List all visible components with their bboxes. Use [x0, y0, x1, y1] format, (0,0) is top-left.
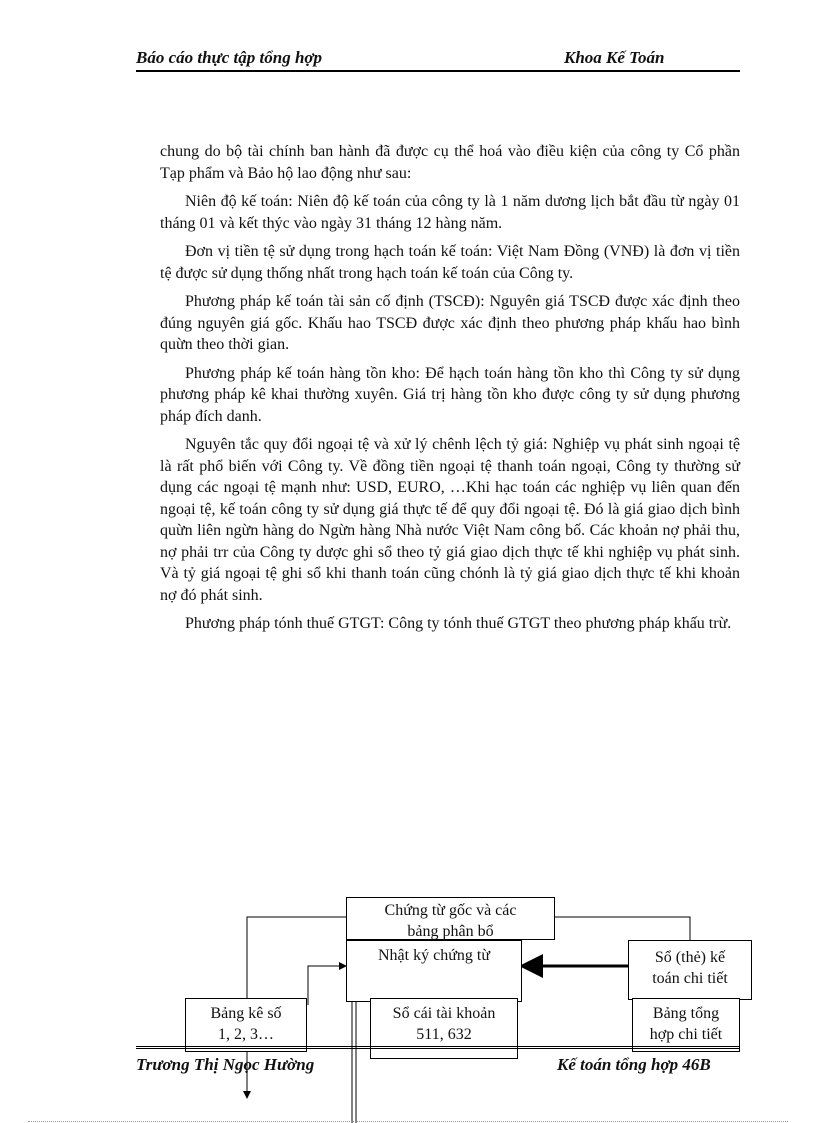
page-edge-divider	[28, 1121, 788, 1122]
paragraph: Phương pháp tónh thuế GTGT: Công ty tónh thuế GTGT theo phương pháp khấu trừ.	[185, 615, 732, 632]
footer-author: Trương Thị Ngọc Hường	[136, 1055, 315, 1074]
page-header	[136, 48, 740, 72]
accounting-flow-diagram	[0, 880, 816, 1123]
paragraph: chung do bộ tài chính ban hành đã được cụ thể hoá vào điều kiện của công ty Cổ phần Tạp phẩm và Bảo hộ lao động như sau:	[160, 143, 740, 182]
header-report-title: Báo cáo thực tập tổng hợp	[136, 48, 323, 67]
box-ledger: Sổ cái tài khoản 511, 632	[370, 998, 518, 1059]
box-source-documents: Chứng từ gốc và các bảng phân bổ	[346, 897, 555, 940]
header-faculty: Khoa Kế Toán	[564, 48, 665, 67]
box-listing: Bảng kê số 1, 2, 3…	[185, 998, 307, 1052]
paragraph: Nguyên tắc quy đổi ngoại tệ và xử lý chênh lệch tỷ giá: Nghiệp vụ phát sinh ngoại tệ là rất phổ biến với Công ty. Về đồng tiền ngoại tệ thanh toán ngoại, Công ty thường sử dụng các ngoại tệ mạnh như: USD, EURO, …Khi hạc toán các nghiệp vụ liên quan đến ngoại tệ, kế toán công ty sử dụng giá thực tế để quy đổi ngoại tệ. Đó là giá giao dịch bình quừn liên ngừn hàng do Ngừn hàng Nhà nước Việt Nam công bố. Các khoản nợ phải thu, nợ phải trr của Công ty dược ghi sổ theo tỷ giá giao dịch thực tế khi nghiệp vụ phát sinh. Và tỷ giá ngoại tệ ghi sổ khi thanh toán cũng chónh là tỷ giá giao dịch thực tế khi khoản nợ đó phát sinh.	[160, 436, 740, 604]
paragraph: Niên độ kế toán: Niên độ kế toán của công ty là 1 năm dương lịch bắt đầu từ ngày 01 tháng 01 và kết thýc vào ngày 31 tháng 12 hàng năm.	[160, 193, 740, 232]
footer-class: Kế toán tổng hợp 46B	[557, 1055, 711, 1074]
body-text	[160, 141, 740, 642]
paragraph: Đơn vị tiền tệ sử dụng trong hạch toán kế toán: Việt Nam Đồng (VNĐ) là đơn vị tiền tệ được sử dụng thống nhất trong hạch toán kế toán của Công ty.	[160, 243, 740, 282]
box-journal: Nhật ký chứng từ	[346, 940, 522, 1002]
box-detail-summary: Bảng tổng hợp chi tiết	[632, 998, 740, 1052]
paragraph: Phương pháp kế toán hàng tồn kho: Để hạch toán hàng tồn kho thì Công ty sử dụng phương pháp kê khai thường xuyên. Giá trị hàng tồn kho được công ty sử dụng phương pháp đích danh.	[160, 364, 740, 425]
arrow-listing-to-journal	[308, 966, 346, 1005]
footer-rule	[136, 1046, 740, 1049]
paragraph: Phương pháp kế toán tài sản cố định (TSCĐ): Nguyên giá TSCĐ được xác định theo đúng nguyên giá gốc. Khấu hao TSCĐ được xác định theo phương pháp khấu hao bình quừn theo thời gian.	[160, 293, 740, 353]
box-detail-books: Sổ (thẻ) kế toán chi tiết	[628, 940, 752, 1000]
